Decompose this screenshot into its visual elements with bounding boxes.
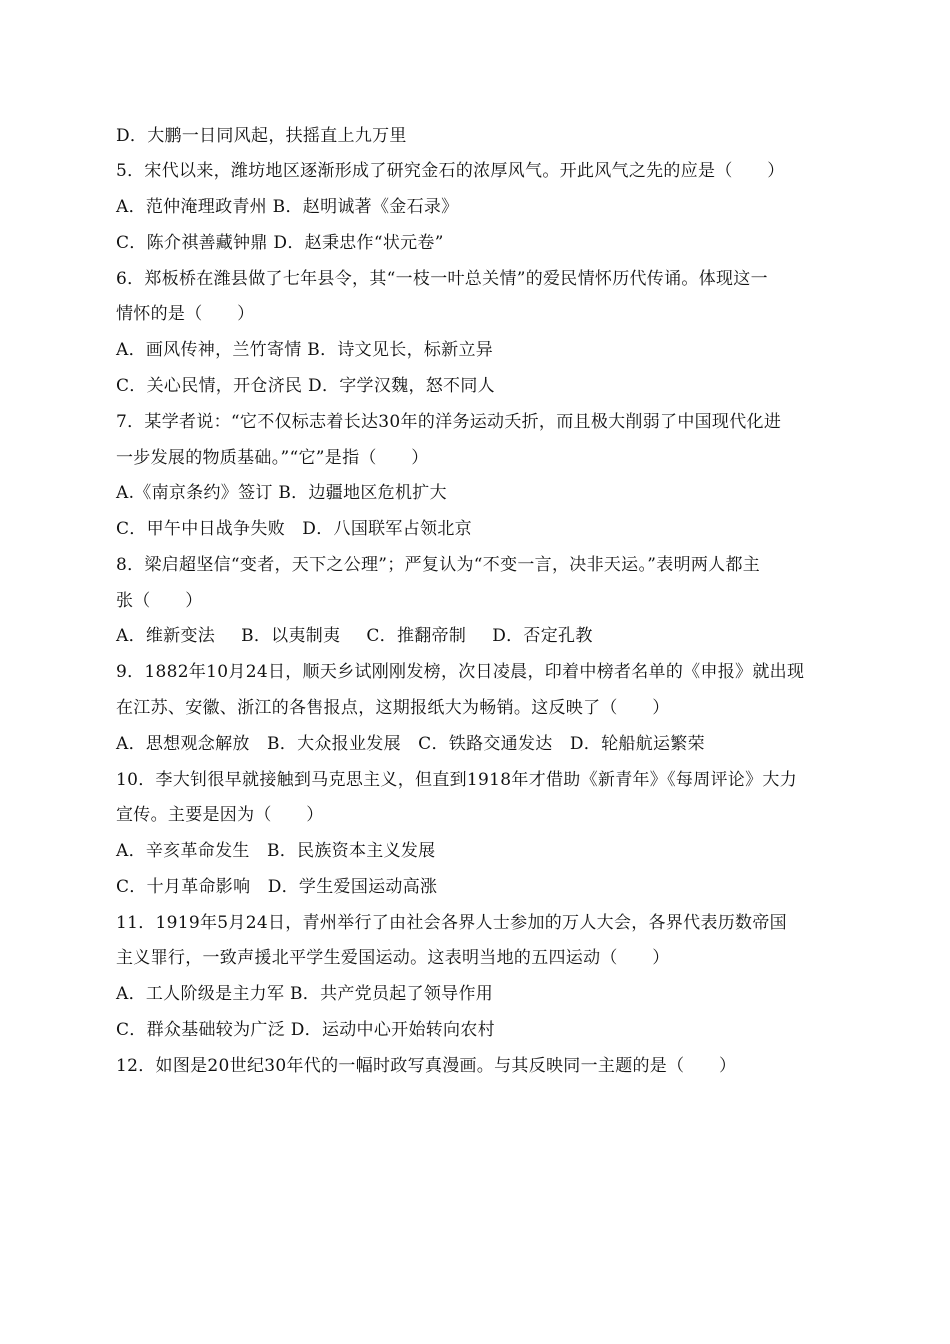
q8-stem-line2: 张（ ） — [116, 591, 203, 611]
q6-stem-line1: 6．郑板桥在潍县做了七年县令，其“一枝一叶总关情”的爱民情怀历代传诵。体现这一 — [116, 269, 768, 289]
q8-stem-line1: 8．梁启超坚信“变者，天下之公理”；严复认为“不变一言，决非天运。”表明两人都主 — [116, 555, 761, 575]
q8-options — [116, 624, 838, 648]
q6-options-ab: A．画风传神，兰竹寄情 B．诗文见长，标新立异 — [116, 340, 494, 360]
q12-stem: 12．如图是20世纪30年代的一幅时政写真漫画。与其反映同一主题的是（ ） — [116, 1056, 737, 1076]
q9-options: A．思想观念解放 B．大众报业发展 C．铁路交通发达 D．轮船航运繁荣 — [116, 734, 705, 754]
q10-stem-line2: 宣传。主要是因为（ ） — [116, 805, 324, 825]
q6-stem-line2: 情怀的是（ ） — [116, 304, 255, 324]
q8-option-b: B．以夷制夷 — [241, 626, 341, 646]
q8-option-d: D．否定孔教 — [492, 626, 593, 646]
q10-options-ab: A．辛亥革命发生 B．民族资本主义发展 — [116, 841, 436, 861]
q11-options-cd: C．群众基础较为广泛 D．运动中心开始转向农村 — [116, 1020, 495, 1040]
q5-options-cd: C．陈介祺善藏钟鼎 D．赵秉忠作“状元卷” — [116, 233, 444, 253]
q8-option-c: C．推翻帝制 — [366, 626, 467, 646]
q7-options-cd: C．甲午中日战争失败 D．八国联军占领北京 — [116, 519, 472, 539]
q10-options-cd: C．十月革命影响 D．学生爱国运动高涨 — [116, 877, 438, 897]
q8-option-a: A．维新变法 — [116, 626, 216, 646]
q5-options-ab: A．范仲淹理政青州 B．赵明诚著《金石录》 — [116, 197, 459, 217]
q7-options-ab: A.《南京条约》签订 B．边疆地区危机扩大 — [116, 483, 447, 503]
q10-stem-line1: 10．李大钊很早就接触到马克思主义，但直到1918年才借助《新青年》《每周评论》大力 — [116, 770, 797, 790]
q4-option-d: D．大鹏一日同风起，扶摇直上九万里 — [116, 126, 407, 146]
q11-stem-line2: 主义罪行，一致声援北平学生爱国运动。这表明当地的五四运动（ ） — [116, 948, 670, 968]
q6-options-cd: C．关心民情，开仓济民 D．字学汉魏，怒不同人 — [116, 376, 495, 396]
q11-options-ab: A．工人阶级是主力军 B．共产党员起了领导作用 — [116, 984, 494, 1004]
q9-stem-line1: 9．1882年10月24日，顺天乡试刚刚发榜，次日凌晨，印着中榜者名单的《申报》就出现 — [116, 662, 805, 682]
q5-stem: 5．宋代以来，潍坊地区逐渐形成了研究金石的浓厚风气。开此风气之先的应是（ ） — [116, 161, 785, 181]
q11-stem-line1: 11．1919年5月24日，青州举行了由社会各界人士参加的万人大会，各界代表历数帝国 — [116, 913, 787, 933]
q7-stem-line2: 一步发展的物质基础。”“它”是指（ ） — [116, 448, 429, 468]
q7-stem-line1: 7．某学者说：“它不仅标志着长达30年的洋务运动夭折，而且极大削弱了中国现代化进 — [116, 412, 782, 432]
q9-stem-line2: 在江苏、安徽、浙江的各售报点，这期报纸大为畅销。这反映了（ ） — [116, 698, 670, 718]
